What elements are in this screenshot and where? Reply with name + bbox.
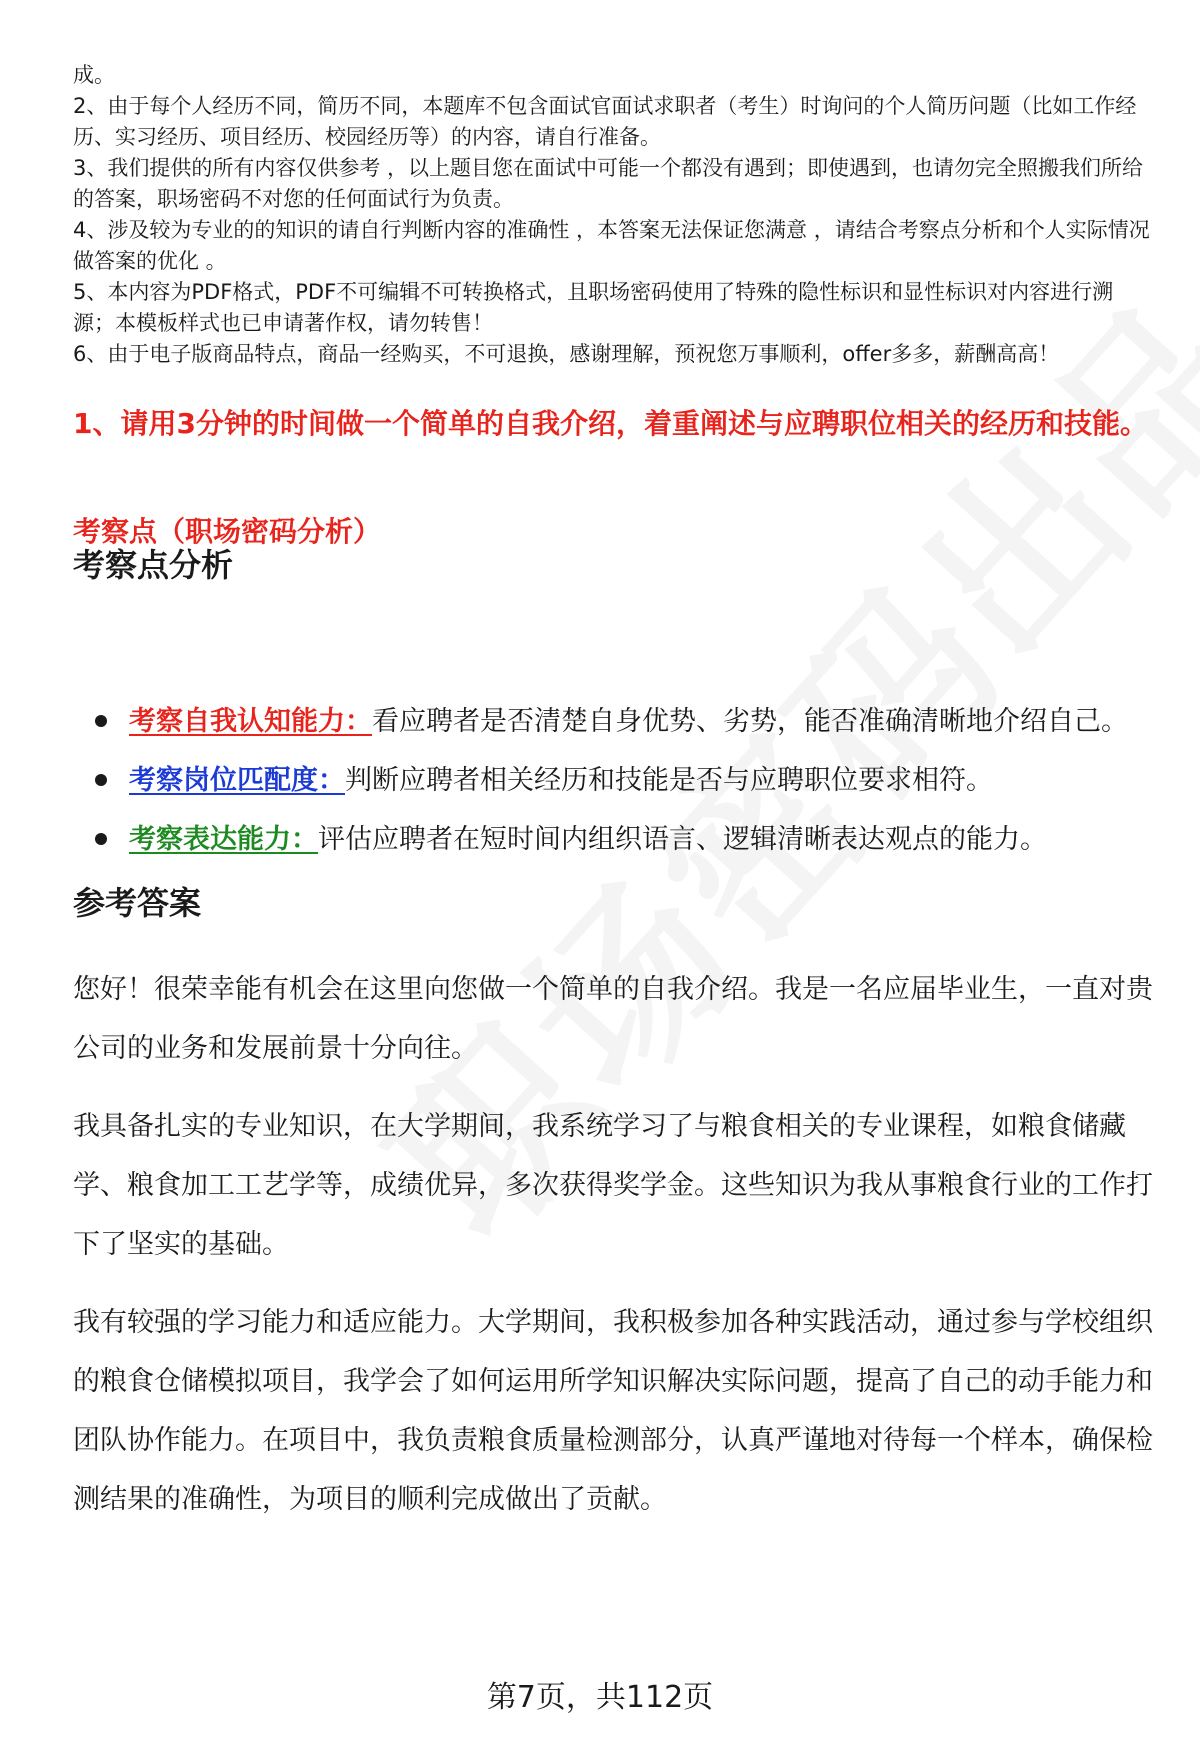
bullet-key: 考察岗位匹配度： <box>129 765 345 796</box>
question-title: 1、请用3分钟的时间做一个简单的自我介绍，着重阐述与应聘职位相关的经历和技能。 <box>73 407 1148 440</box>
note-line: 3、我们提供的所有内容仅供参考 ，以上题目您在面试中可能一个都没有遇到；即使遇到，也请勿完全照搬我们所给的答案，职场密码不对您的任何面试行为负责。 <box>73 156 1144 211</box>
answer-paragraph: 您好！很荣幸能有机会在这里向您做一个简单的自我介绍。我是一名应届毕业生，一直对贵公司的业务和发展前景十分向往。 <box>73 974 1153 1064</box>
analysis-heading: 考察点分析 <box>73 546 234 584</box>
list-item <box>73 810 1163 869</box>
bullet-text: 评估应聘者在短时间内组织语言、逻辑清晰表达观点的能力。 <box>318 824 1047 855</box>
bullet-dot-icon <box>95 715 107 727</box>
page-number: 第7页，共112页 <box>486 1680 714 1715</box>
bullet-key: 考察自我认知能力： <box>129 706 372 737</box>
bullet-key: 考察表达能力： <box>129 824 318 855</box>
note-line: 4、涉及较为专业的的知识的请自行判断内容的准确性 ，本答案无法保证您满意 ，请结合考察点分析和个人实际情况做答案的优化 。 <box>73 218 1150 273</box>
bullet-text: 判断应聘者相关经历和技能是否与应聘职位要求相符。 <box>345 765 993 796</box>
list-item <box>73 692 1163 751</box>
bullet-text: 看应聘者是否清楚自身优势、劣势，能否准确清晰地介绍自己。 <box>372 706 1128 737</box>
bullet-dot-icon <box>95 833 107 845</box>
analysis-label: 考察点（职场密码分析） <box>73 515 382 548</box>
answer-heading: 参考答案 <box>73 884 202 922</box>
note-line: 成。 <box>73 63 115 87</box>
notes-block <box>73 60 1153 370</box>
answer-paragraph: 我有较强的学习能力和适应能力。大学期间，我积极参加各种实践活动，通过参与学校组织的粮食仓储模拟项目，我学会了如何运用所学知识解决实际问题，提高了自己的动手能力和团队协作能力。在项目中，我负责粮食质量检测部分，认真严谨地对待每一个样本，确保检测结果的准确性，为项目的顺利完成做出了贡献。 <box>73 1307 1153 1515</box>
analysis-list <box>73 692 1163 869</box>
note-line: 5、本内容为PDF格式，PDF不可编辑不可转换格式，且职场密码使用了特殊的隐性标识和显性标识对内容进行溯源；本模板样式也已申请著作权，请勿转售！ <box>73 280 1114 335</box>
list-item <box>73 751 1163 810</box>
note-line: 6、由于电子版商品特点，商品一经购买，不可退换，感谢理解，预祝您万事顺利，offer多多，薪酬高高！ <box>73 342 1060 366</box>
bullet-dot-icon <box>95 774 107 786</box>
answer-paragraph: 我具备扎实的专业知识，在大学期间，我系统学习了与粮食相关的专业课程，如粮食储藏学、粮食加工工艺学等，成绩优异，多次获得奖学金。这些知识为我从事粮食行业的工作打下了坚实的基础。 <box>73 1111 1153 1260</box>
note-line: 2、由于每个人经历不同，简历不同，本题库不包含面试官面试求职者（考生）时询问的个人简历问题（比如工作经历、实习经历、项目经历、校园经历等）的内容，请自行准备。 <box>73 94 1137 149</box>
